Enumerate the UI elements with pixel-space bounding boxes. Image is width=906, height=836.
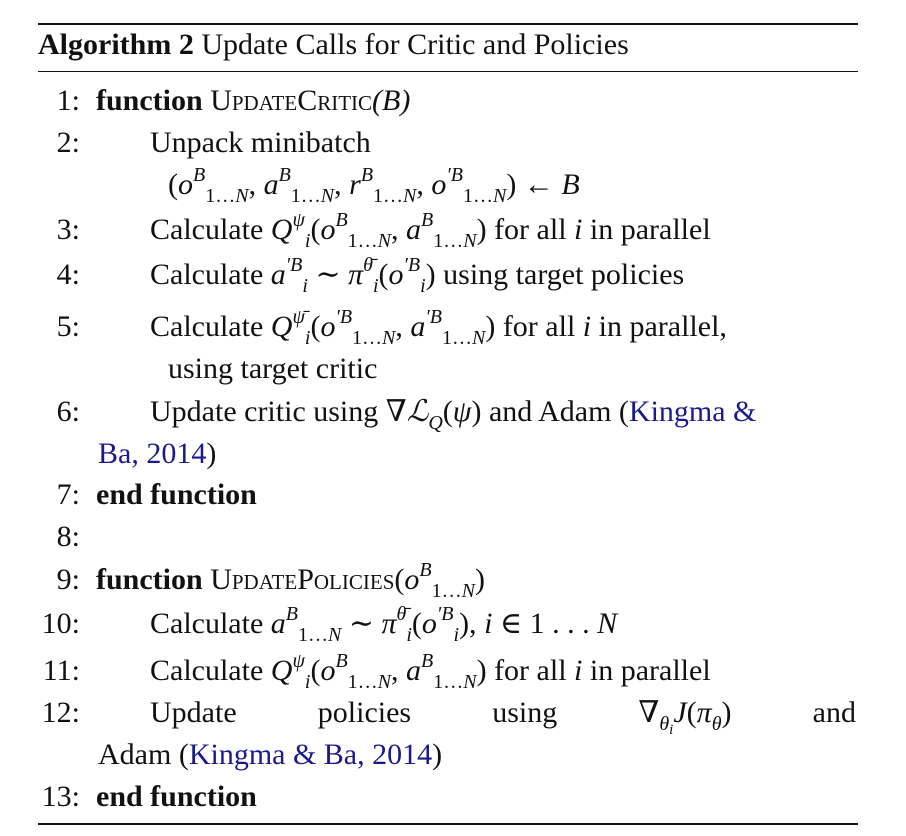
algorithm-line-13: end function <box>96 780 257 813</box>
line-text: for all <box>502 310 576 343</box>
algorithm-line-3: Calculate $Q^\psi_i(o^B_{1\dots N}$, $a^B_{1\dots N}$) for all i in parallel <box>150 209 711 252</box>
line-number: 7 : <box>0 477 80 513</box>
line-text: ) <box>432 738 443 771</box>
algorithm-line-10: Calculate $a^B_{1\dots N}$ ∼ $\pi^{\thetā}_i(o^{'B}_i)$, i ∈ 1 . . . N <box>150 603 618 646</box>
algorithm-line-7: end function <box>96 478 257 511</box>
algorithm-line-2: Unpack minibatch <box>150 126 371 159</box>
line-text: policies <box>317 696 412 729</box>
line-number: 6 : <box>0 394 80 430</box>
keyword: function <box>96 563 203 596</box>
line-text: Calculate <box>150 310 264 343</box>
minibatch-tuple: ($o^B_{1\dots N}$, $a^B_{1\dots N}$, $r^B_{1\dots N}$, $o^{'B}_{1\dots N}$) ← B <box>168 164 580 207</box>
line-text: and <box>812 696 856 729</box>
line-number: 9 : <box>0 562 80 598</box>
line-number: 12 : <box>0 695 80 731</box>
algorithm-label: Algorithm 2 <box>38 28 194 61</box>
line-text: Calculate <box>150 213 264 246</box>
line-number: 11 : <box>0 653 80 689</box>
line-number: 2 : <box>0 125 80 161</box>
algorithm-line-11: Calculate $Q^\psi_i(o^B_{1\dots N}$, $a^B_{1\dots N}$) for all i in parallel <box>150 650 711 693</box>
algorithm-line-1: function UpdateCritic(B) <box>96 84 411 117</box>
line-text: Calculate <box>150 607 264 640</box>
algorithm-line-9: function $UpdatePolicies(o^B_{1\dots N})$ <box>96 559 485 602</box>
citation-link[interactable]: Kingma & <box>628 395 757 428</box>
line-number: 10 : <box>0 606 80 642</box>
math-expr: $\nabla_{\theta_i}J(\pi_\theta)$ <box>638 696 732 738</box>
line-text: for all <box>494 654 567 687</box>
algorithm-title: Update Calls for Critic and Policies <box>201 28 629 61</box>
line-text: Update critic using <box>150 395 379 428</box>
algorithm-line-5-cont: using target critic <box>168 352 378 385</box>
bottom-rule <box>38 823 858 825</box>
function-name: UpdatePolicies <box>210 563 395 596</box>
keyword: function <box>96 84 203 117</box>
line-text: Calculate <box>150 654 264 687</box>
algorithm-line-6-cont <box>98 436 216 472</box>
line-text: ) <box>206 437 217 470</box>
top-rule <box>38 23 858 25</box>
line-text: Update <box>150 696 237 729</box>
line-number: 3 : <box>0 212 80 248</box>
function-name: UpdateCritic <box>210 84 373 117</box>
line-number: 5 : <box>0 309 80 345</box>
line-number: 4 : <box>0 257 80 293</box>
citation-link[interactable]: Ba, 2014 <box>98 437 207 470</box>
math-var: i <box>574 213 583 246</box>
line-text: in parallel <box>589 654 711 687</box>
algorithm-line-4: Calculate $a^{'B}_i$ ∼ $\pi^{\thetā}_i(o^{'B}_i)$ using target policies <box>150 254 685 297</box>
math-var: i <box>582 310 592 343</box>
line-text: using <box>492 696 558 729</box>
line-text: and Adam ( <box>488 395 629 428</box>
citation-link[interactable]: Kingma & Ba, 2014 <box>188 738 433 771</box>
line-number: 8 : <box>0 519 80 555</box>
line-text: Calculate <box>150 258 264 291</box>
line-text: Adam ( <box>98 738 189 771</box>
line-number: 1 : <box>0 83 80 119</box>
algorithm-line-12-cont <box>98 737 442 773</box>
line-text: in parallel, <box>598 310 727 343</box>
line-text: for all <box>494 213 567 246</box>
algorithm-line-6: Update critic using ∇ℒ$_Q$(ψ) and Adam (Kingma & <box>150 395 757 434</box>
caption-rule <box>38 71 858 72</box>
line-text: in parallel <box>589 213 711 246</box>
algorithm-line-12 <box>150 695 856 738</box>
algorithm-caption <box>38 27 629 63</box>
line-number: 13 : <box>0 779 80 815</box>
math-var: i <box>574 654 583 687</box>
algorithm-line-5: Calculate $Q^{\psī}_i(o^{'B}_{1\dots N}$, $a^{'B}_{1\dots N}$) for all i in parallel, <box>150 306 727 349</box>
line-text: using target policies <box>443 258 685 291</box>
